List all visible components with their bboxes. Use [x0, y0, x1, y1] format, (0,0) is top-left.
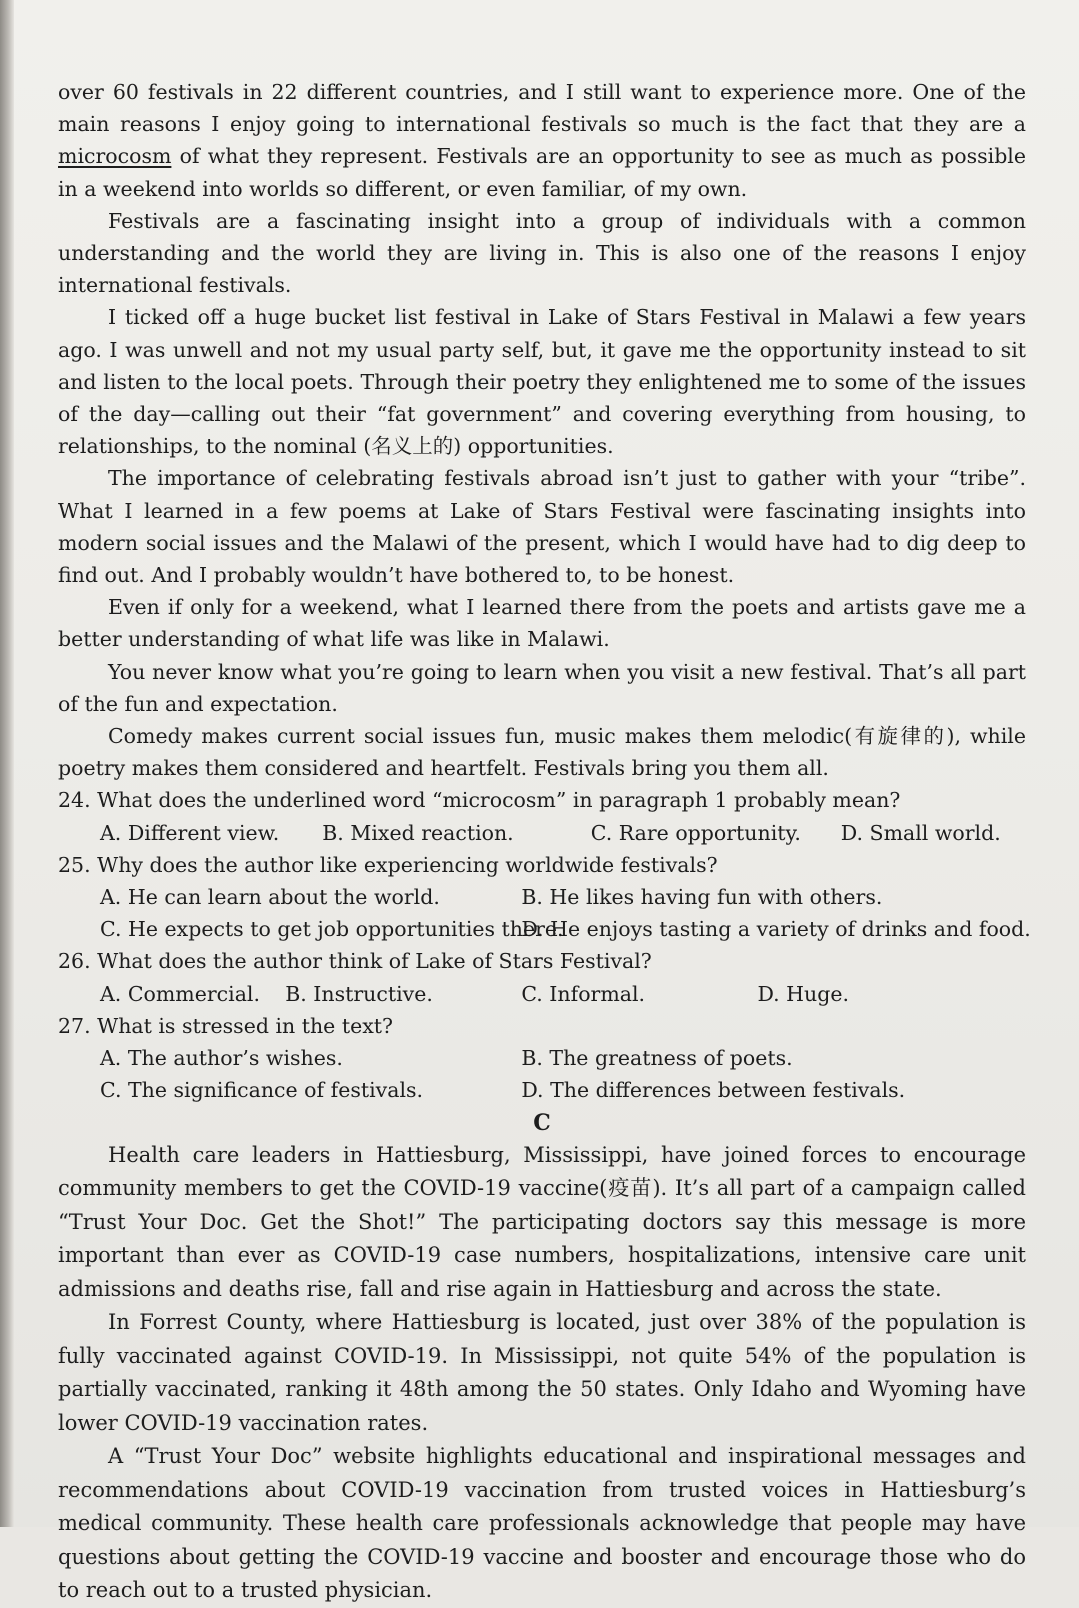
question-25: [58, 849, 1031, 946]
q26-option-b[interactable]: B. Instructive.: [285, 981, 433, 1006]
question-24-options: [58, 817, 1026, 849]
q27-option-c[interactable]: C. The significance of festivals.: [100, 1078, 424, 1103]
question-27-stem: 27. What is stressed in the text?: [58, 1013, 393, 1038]
passage-b-paragraph-1: [58, 76, 1026, 205]
q25-option-b[interactable]: B. He likes having fun with others.: [521, 885, 883, 910]
passage-c-paragraph-2: In Forrest County, where Hattiesburg is located, just over 38% of the population is fully vaccinated against COVID-19. In Mississippi, not quite 54% of the population is partially vaccinated, ranking it 48th among the 50 states. Only Idaho and Wyoming have lower COVID-19 vaccination rates.: [58, 1310, 1026, 1435]
q25-option-c[interactable]: C. He expects to get job opportunities there.: [100, 917, 564, 942]
q24-option-b[interactable]: B. Mixed reaction.: [322, 820, 514, 845]
question-27-options: [58, 1042, 1026, 1106]
passage-b-paragraph-4: The importance of celebrating festivals abroad isn’t just to gather with your “tribe”. What I learned in a few poems at Lake of Stars Festival were fascinating insights into modern social issues and the Malawi of the present, which I would have had to dig deep to find out. And I probably wouldn’t have bothered to, to be honest.: [58, 466, 1026, 588]
passage-c-paragraph-3: A “Trust Your Doc” website highlights educational and inspirational messages and recommendations about COVID-19 vaccination from trusted voices in Hattiesburg’s medical community. These health care professionals acknowledge that people may have questions about getting the COVID-19 vaccine and booster and encourage those who do to reach out to a trusted physician.: [58, 1444, 1026, 1603]
question-26-options: [58, 978, 1026, 1010]
q26-option-c[interactable]: C. Informal.: [521, 981, 646, 1006]
passage-b-paragraph-3: I ticked off a huge bucket list festival in Lake of Stars Festival in Malawi a few years ago. I was unwell and not my usual party self, but, it gave me the opportunity instead to sit and listen to the local poets. Through their poetry they enlightened me to some of the issues of the day—calling out their “fat government” and covering everything from housing, to relationships, to the nominal (名义上的) opportunities.: [58, 305, 1026, 459]
q24-option-c[interactable]: C. Rare opportunity.: [590, 820, 801, 845]
section-c-heading: C: [533, 1109, 551, 1136]
q27-option-a[interactable]: A. The author’s wishes.: [100, 1046, 343, 1071]
question-27: [58, 1010, 1026, 1107]
question-26: [58, 945, 1026, 1009]
page-content: [58, 76, 1031, 1608]
page-fold-shadow: [0, 0, 14, 1527]
q25-option-d[interactable]: D. He enjoys tasting a variety of drinks and food.: [521, 917, 1031, 942]
paragraph-1-text-before: over 60 festivals in 22 different countries, and I still want to experience more. One of the main reasons I enjoy going to international festivals so much is the fact that they are a: [58, 80, 1026, 137]
paragraph-1-text-after: of what they represent. Festivals are an opportunity to see as much as possible in a weekend into worlds so different, or even familiar, of my own.: [58, 144, 1026, 201]
question-25-options: [58, 881, 1031, 945]
passage-b-paragraph-6: You never know what you’re going to learn when you visit a new festival. That’s all part of the fun and expectation.: [58, 659, 1026, 716]
question-26-stem: 26. What does the author think of Lake of Stars Festival?: [58, 949, 652, 974]
q27-option-d[interactable]: D. The differences between festivals.: [521, 1078, 906, 1103]
passage-b-paragraph-7: Comedy makes current social issues fun, music makes them melodic(有旋律的), while poetry makes them considered and heartfelt. Festivals bring you them all.: [58, 724, 1026, 781]
q26-option-d[interactable]: D. Huge.: [757, 981, 850, 1006]
passage-b-paragraph-5: Even if only for a weekend, what I learned there from the poets and artists gave me a better understanding of what life was like in Malawi.: [58, 595, 1026, 652]
passage-c: [58, 1139, 1026, 1608]
passage-c-paragraph-1: Health care leaders in Hattiesburg, Mississippi, have joined forces to encourage community members to get the COVID-19 vaccine(疫苗). It’s all part of a campaign called “Trust Your Doc. Get the Shot!” The participating doctors say this message is more important than ever as COVID-19 case numbers, hospitalizations, intensive care unit admissions and deaths rise, fall and rise again in Hattiesburg and across the state.: [58, 1142, 1026, 1301]
question-24-stem: 24. What does the underlined word “microcosm” in paragraph 1 probably mean?: [58, 788, 901, 813]
question-25-stem: 25. Why does the author like experiencing worldwide festivals?: [58, 852, 718, 877]
q24-option-d[interactable]: D. Small world.: [840, 820, 1001, 845]
q27-option-b[interactable]: B. The greatness of poets.: [521, 1046, 793, 1071]
question-24: [58, 784, 1026, 848]
underlined-word-microcosm: microcosm: [58, 144, 172, 169]
q26-option-a[interactable]: A. Commercial.: [100, 981, 261, 1006]
q24-option-a[interactable]: A. Different view.: [100, 820, 280, 845]
q25-option-a[interactable]: A. He can learn about the world.: [100, 885, 440, 910]
passage-b-paragraph-2: Festivals are a fascinating insight into a group of individuals with a common understanding and the world they are living in. This is also one of the reasons I enjoy international festivals.: [58, 208, 1026, 298]
